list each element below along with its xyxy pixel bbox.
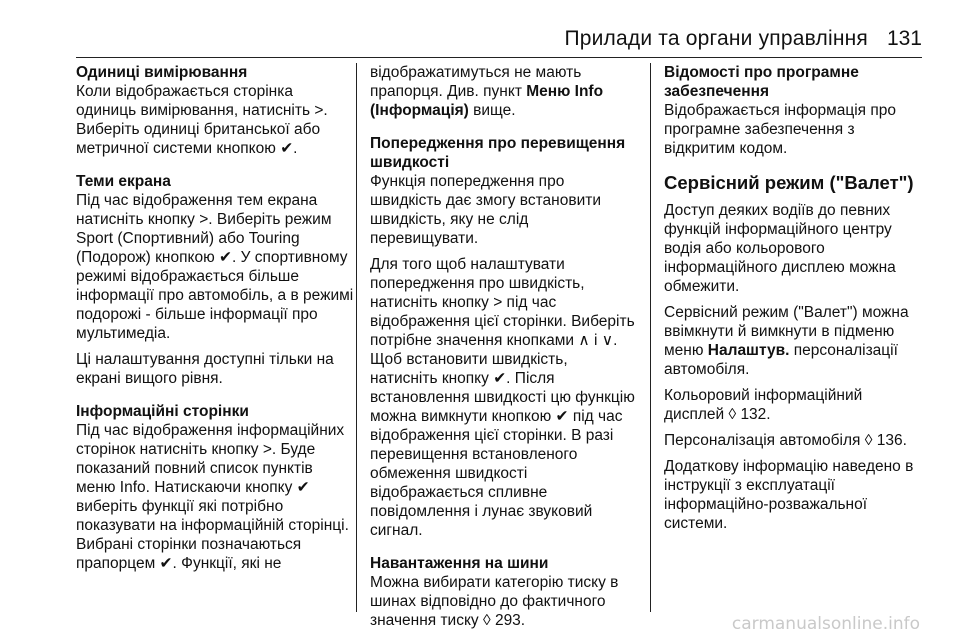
section-heading-themes: Теми екрана xyxy=(76,173,171,190)
section-body-info-pages: Під час відображення інформаційних сторінок натисніть кнопку >. Буде показаний повний список пунктів меню Info. Натискаючи кнопку ✔ виберіть функції які потрібно показувати на інформаційній сторінці. Вибрані сторінки позначаються прапорцем ✔. Функції, які не xyxy=(76,422,349,572)
section-heading-info-pages: Інформаційні сторінки xyxy=(76,403,249,420)
text-run: вище. xyxy=(468,102,516,119)
section-note-themes: Ці налаштування доступні тільки на екрані вищого рівня. xyxy=(76,351,334,387)
text-run: Сервісний режим ("Валет") можна ввімкнути й вимкнути в підменю меню xyxy=(664,304,909,359)
section-heading-tire-load: Навантаження на шини xyxy=(370,555,549,572)
section-body-themes: Під час відображення тем екрана натисніть кнопку >. Виберіть режим Sport (Спортивний) або Touring (Подорож) кнопкою ✔. У спортивному режимі відображається більше інформації про автомобіль, а в режимі подорожі - більше інформації про мультимедіа. xyxy=(76,192,354,342)
menu-reference: Меню Info (Інформація) xyxy=(370,83,604,119)
column-1 xyxy=(76,63,356,573)
section-heading-units: Одиниці вимірювання xyxy=(76,64,248,81)
section-heading-valet-mode: Сервісний режим ("Валет") xyxy=(664,172,914,193)
page-title: Прилади та органи управління xyxy=(564,27,868,50)
text-run: персоналізації автомобіля. xyxy=(664,342,898,378)
section-steps-speed-warning: Для того щоб налаштувати попередження про швидкість, натисніть кнопку > під час відображення цієї сторінки. Виберіть потрібне значення кнопками ∧ і ∨. Щоб встановити швидкість, натисніть кнопку ✔. Після встановлення швидкості цю функцію можна вимкнути кнопкою ✔ під час відображення цієї сторінки. В разі перевищення встановленого обмеження швидкості відображається спливне повідомлення і лунає звуковий сигнал. xyxy=(370,256,635,539)
valet-paragraph-2 xyxy=(664,303,926,379)
text-run: відображатимуться не мають прапорця. Див. пункт xyxy=(370,64,582,100)
valet-paragraph-4: Персоналізація автомобіля ◊ 136. xyxy=(664,432,907,449)
page-header xyxy=(0,0,960,60)
column-divider-1 xyxy=(356,63,357,612)
section-heading-speed-warning: Попередження про перевищення швидкості xyxy=(370,135,626,171)
valet-paragraph-1: Доступ деяких водіїв до певних функцій інформаційного центру водія або кольорового інформаційного дисплею можна обмежити. xyxy=(664,202,896,295)
section-body-tire-load: Можна вибирати категорію тиску в шинах відповідно до фактичного значення тиску ◊ 293. xyxy=(370,574,619,629)
menu-reference: Налаштув. xyxy=(707,342,790,359)
column-2 xyxy=(370,63,638,630)
section-body-software-info: Відображається інформація про програмне забезпечення з відкритим кодом. xyxy=(664,102,897,157)
header-divider xyxy=(76,57,922,58)
info-pages-continued xyxy=(370,63,638,120)
valet-paragraph-5: Додаткову інформацію наведено в інструкції з експлуатації інформаційно-розважальної системи. xyxy=(664,458,914,532)
section-body-speed-warning: Функція попередження про швидкість дає змогу встановити швидкість, яку не слід перевищувати. xyxy=(370,173,601,247)
column-divider-2 xyxy=(650,63,651,612)
watermark: carmanualsonline.info xyxy=(731,614,920,634)
page-number: 131 xyxy=(886,27,922,50)
section-body-units: Коли відображається сторінка одиниць вимірювання, натисніть >. Виберіть одиниці британської або метричної системи кнопкою ✔. xyxy=(76,83,328,157)
column-3 xyxy=(664,63,926,533)
valet-paragraph-3: Кольоровий інформаційний дисплей ◊ 132. xyxy=(664,387,863,423)
section-heading-software-info: Відомості про програмне забезпечення xyxy=(664,64,859,100)
